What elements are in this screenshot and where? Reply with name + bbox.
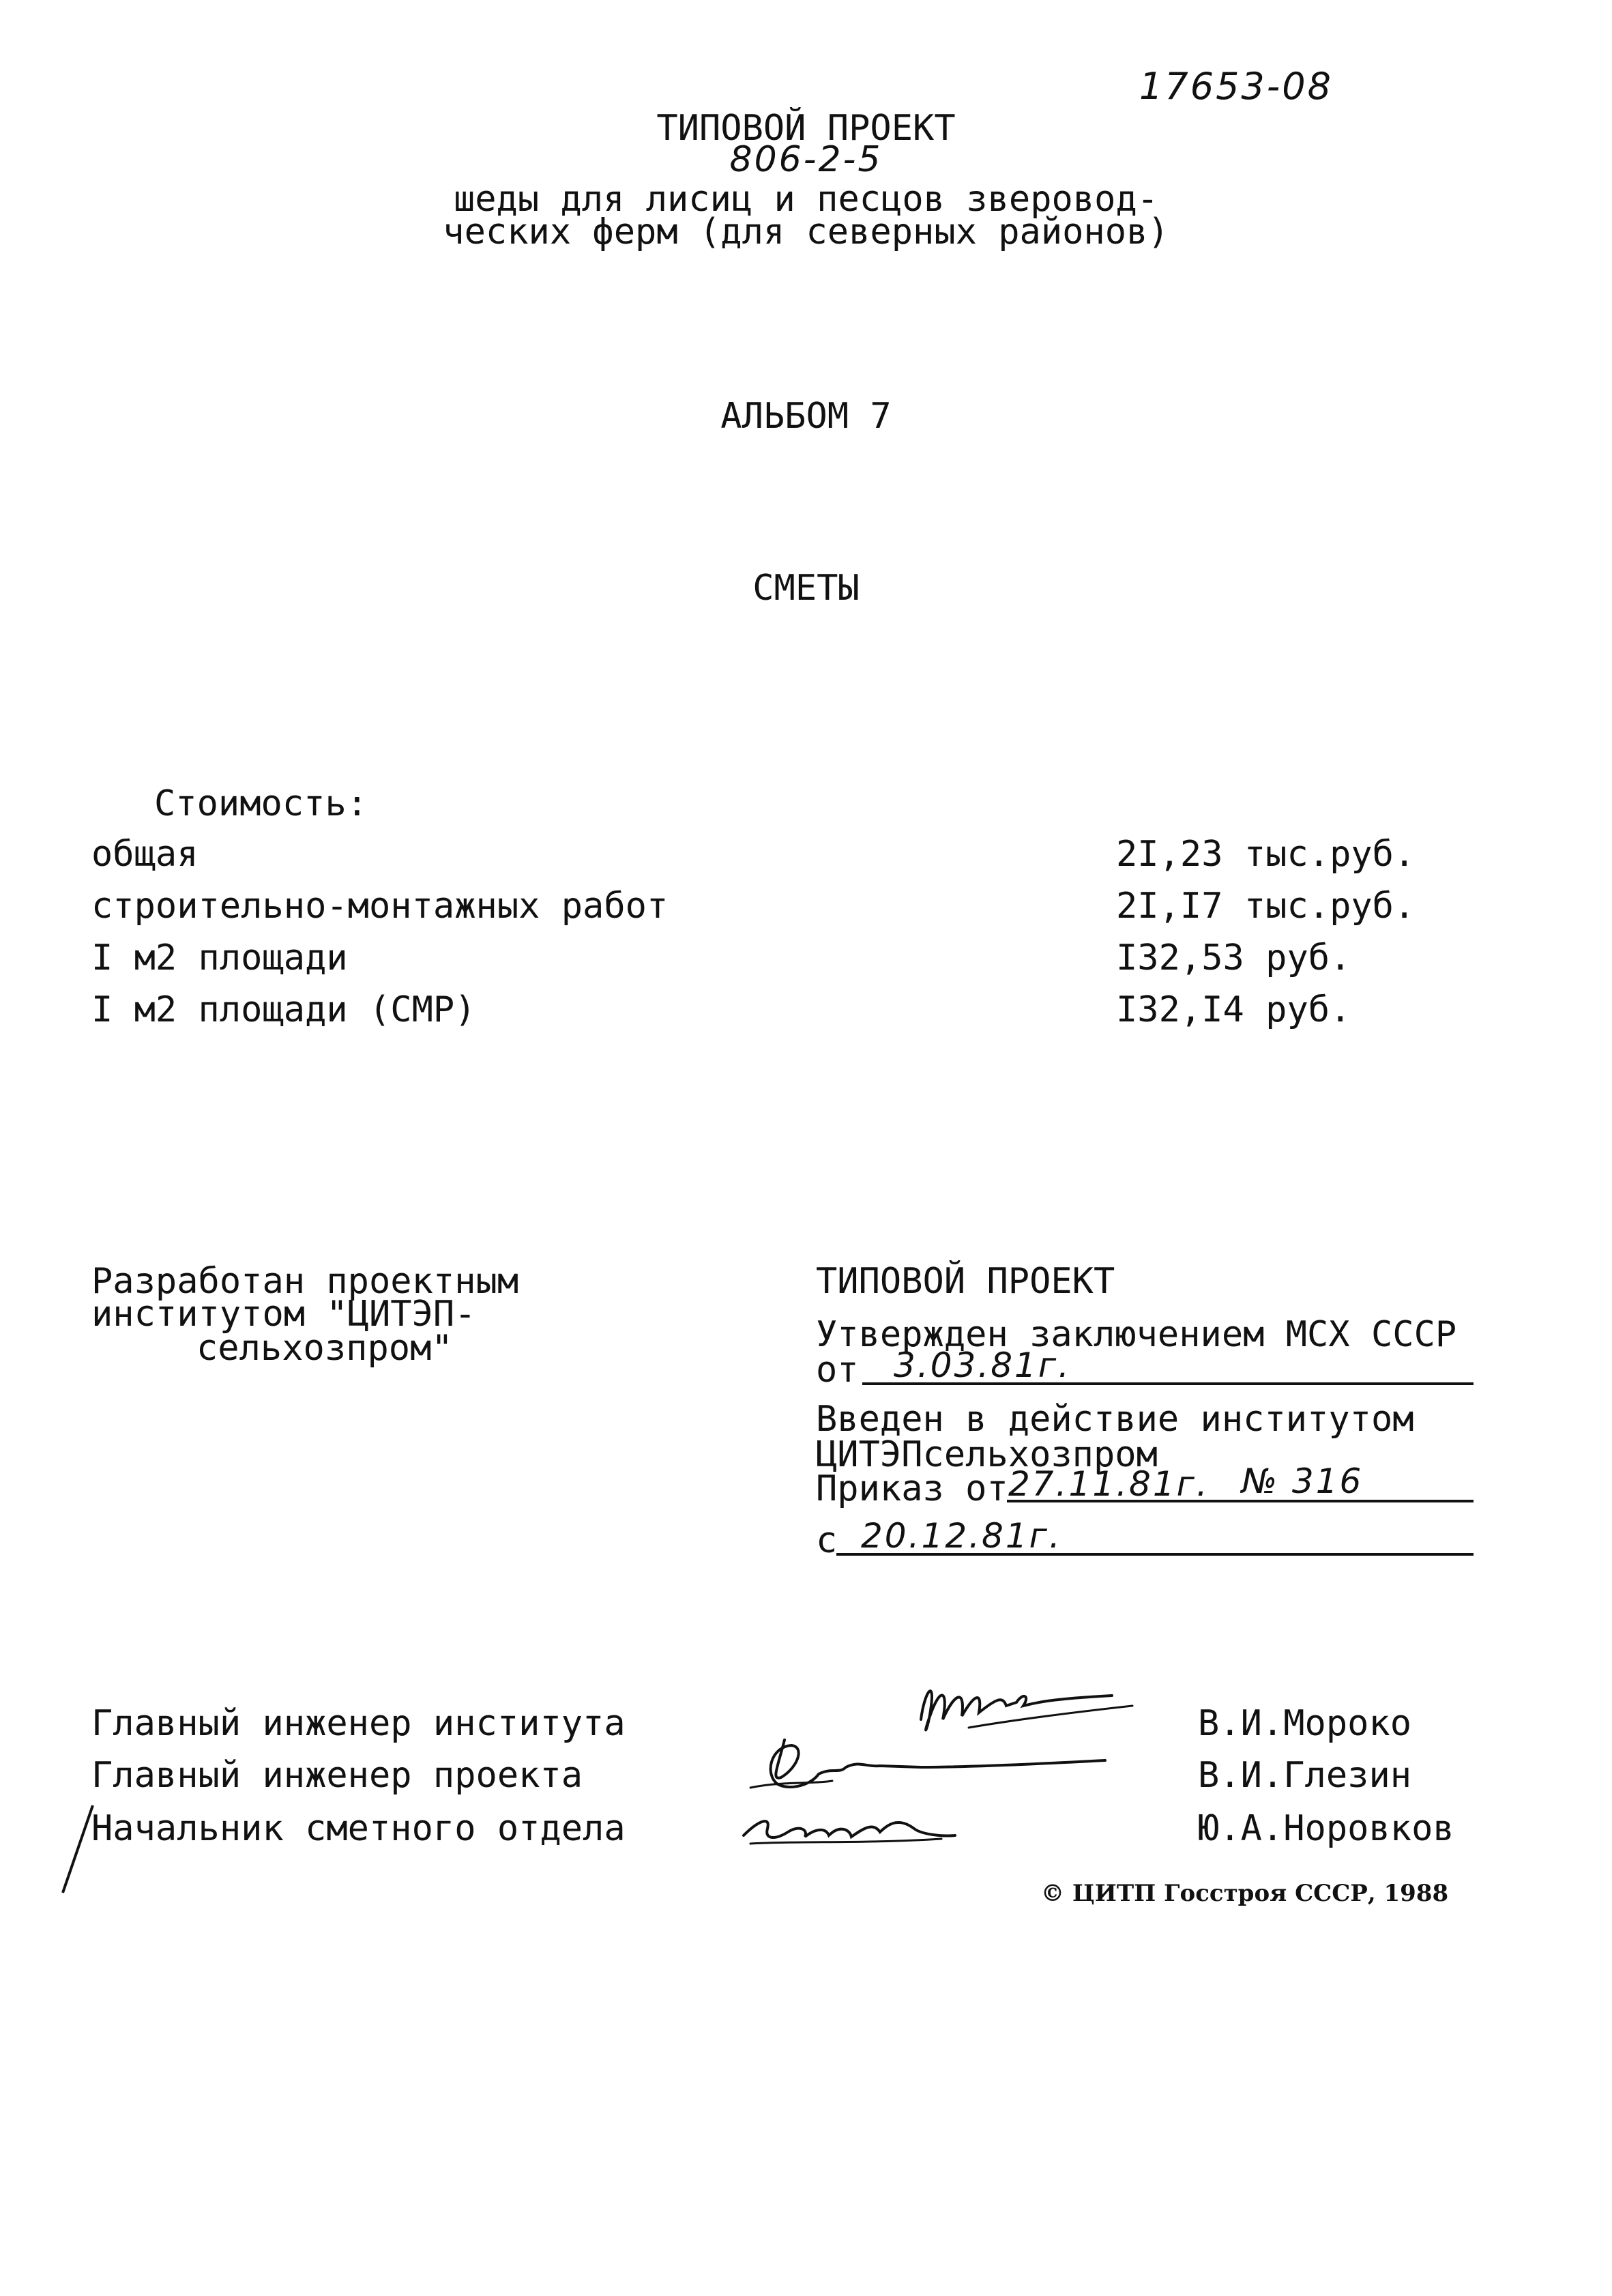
order-number: № 316 (1242, 1462, 1364, 1501)
signatory-role: Главный инженер проекта (91, 1755, 583, 1796)
section-title: СМЕТЫ (752, 568, 860, 609)
cost-value: 2I,23 тыс.руб. (1116, 834, 1416, 875)
from-date: 20.12.81г. (861, 1516, 1062, 1556)
signatory-name: В.И.Мороко (1198, 1703, 1412, 1744)
cost-label: строительно-монтажных работ (91, 886, 669, 927)
document-number: 17653-08 (1139, 65, 1333, 108)
project-code: 806-2-5 (729, 139, 883, 180)
approved-date: 3.03.81г. (894, 1346, 1072, 1385)
underline (862, 1382, 1474, 1385)
cost-label: общая (91, 834, 199, 875)
approval-title: ТИПОВОЙ ПРОЕКТ (816, 1261, 1115, 1302)
underline (836, 1553, 1474, 1556)
signatory-name: В.И.Глезин (1198, 1755, 1412, 1796)
from-prefix: с (816, 1520, 838, 1561)
copyright: © ЦИТП Госстроя СССР, 1988 (1041, 1880, 1449, 1907)
approved-line: Утвержден заключением МСХ СССР (816, 1314, 1457, 1355)
header-title: ТИПОВОЙ ПРОЕКТ (656, 108, 956, 149)
developer-line-3: сельхозпром" (196, 1328, 453, 1369)
enacted-line-2: ЦИТЭПсельхозпром (816, 1434, 1158, 1475)
order-prefix: Приказ от (816, 1468, 1008, 1509)
cost-value: I32,I4 руб. (1116, 989, 1351, 1030)
cost-heading: Стоимость: (154, 783, 368, 824)
subtitle-line-1: шеды для лисиц и песцов зверовод- (453, 179, 1159, 220)
cost-value: 2I,I7 тыс.руб. (1116, 886, 1416, 927)
order-date: 27.11.81г. (1008, 1464, 1210, 1504)
approved-prefix: от (816, 1350, 859, 1391)
developer-line-2: институтом "ЦИТЭП- (91, 1294, 476, 1335)
signatory-role: Главный инженер института (91, 1703, 626, 1744)
developer-line-1: Разработан проектным (91, 1261, 519, 1302)
cost-label: I м2 площади (91, 938, 348, 978)
signatory-role: Начальник сметного отдела (91, 1808, 626, 1849)
album-label: АЛЬБОМ 7 (720, 396, 892, 437)
signatory-name: Ю.А.Норовков (1198, 1808, 1454, 1849)
cost-value: I32,53 руб. (1116, 938, 1351, 978)
signature-scribbles (696, 1665, 1119, 1870)
margin-slash-mark (57, 1801, 98, 1897)
underline (1007, 1500, 1474, 1502)
subtitle-line-2: ческих ферм (для северных районов) (443, 212, 1169, 252)
enacted-line-1: Введен в действие институтом (816, 1399, 1414, 1440)
cost-label: I м2 площади (СМР) (91, 989, 476, 1030)
